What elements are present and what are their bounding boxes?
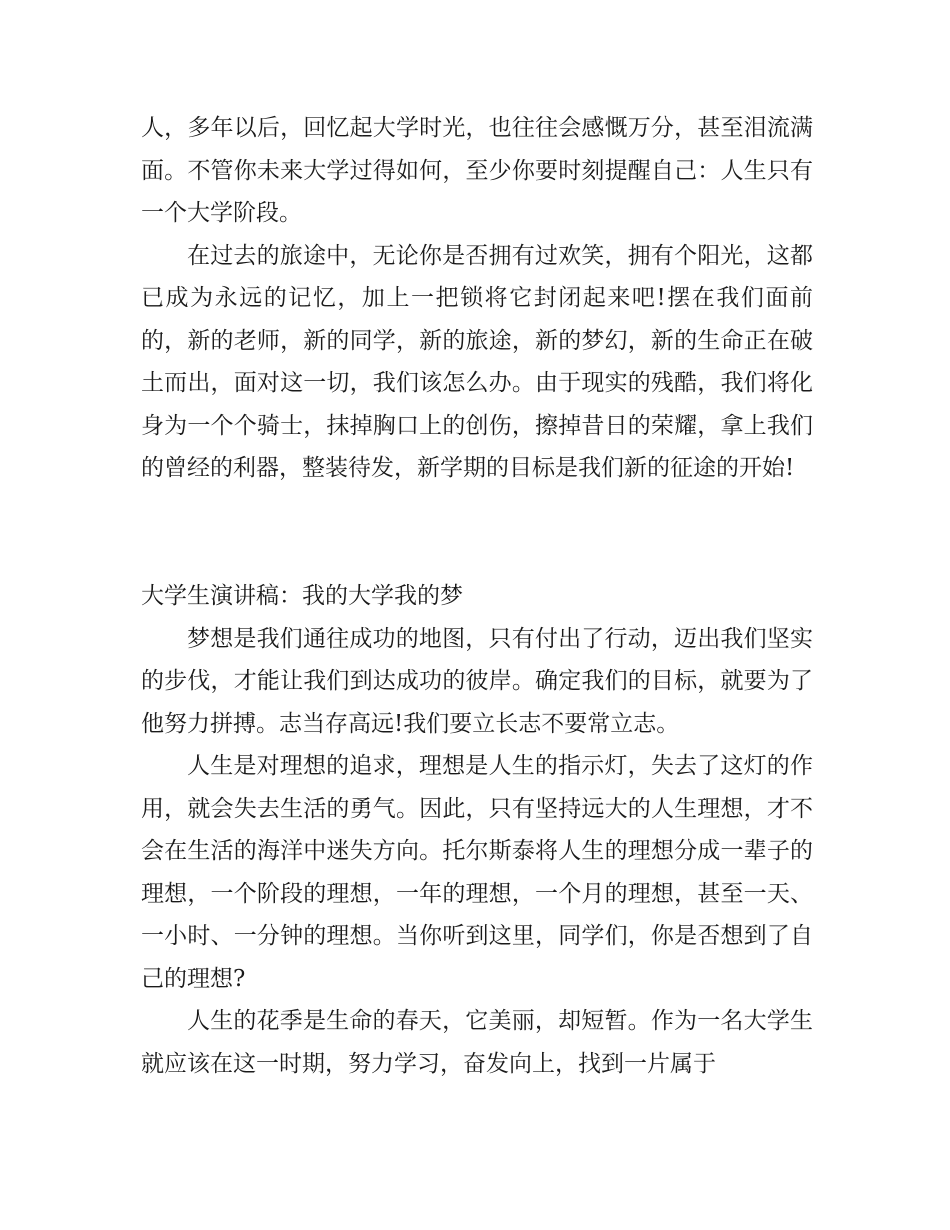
paragraph-journey: 在过去的旅途中，无论你是否拥有过欢笑，拥有个阳光，这都已成为永远的记忆，加上一把锁将它封闭起来吧!摆在我们面前的，新的老师，新的同学，新的旅途，新的梦幻，新的生命正在破土而出，面对这一切，我们该怎么办。由于现实的残酷，我们将化身为一个个骑士，抹掉胸口上的创伤，擦掉昔日的荣耀，拿上我们的曾经的利器，整装待发，新学期的目标是我们新的征途的开始! [141, 242, 813, 481]
intro-section [141, 107, 813, 490]
paragraph-dream: 梦想是我们通往成功的地图，只有付出了行动，迈出我们坚实的步伐，才能让我们到达成功的彼岸。确定我们的目标，就要为了他努力拼搏。志当存高远!我们要立长志不要常立志。 [141, 625, 813, 737]
speech-section [141, 575, 813, 1085]
section-heading: 大学生演讲稿：我的大学我的梦 [141, 583, 463, 609]
paragraph-youth: 人生的花季是生命的春天，它美丽，却短暂。作为一名大学生就应该在这一时期，努力学习，奋发向上，找到一片属于 [141, 1008, 813, 1077]
paragraph-ideal: 人生是对理想的追求，理想是人生的指示灯，失去了这灯的作用，就会失去生活的勇气。因此，只有坚持远大的人生理想，才不会在生活的海洋中迷失方向。托尔斯泰将人生的理想分成一辈子的理想，一个阶段的理想，一年的理想，一个月的理想，甚至一天、一小时、一分钟的理想。当你听到这里，同学们，你是否想到了自己的理想? [141, 753, 813, 992]
paragraph-continuation: 人，多年以后，回忆起大学时光，也往往会感慨万分，甚至泪流满面。不管你未来大学过得如何，至少你要时刻提醒自己：人生只有一个大学阶段。 [141, 115, 813, 226]
